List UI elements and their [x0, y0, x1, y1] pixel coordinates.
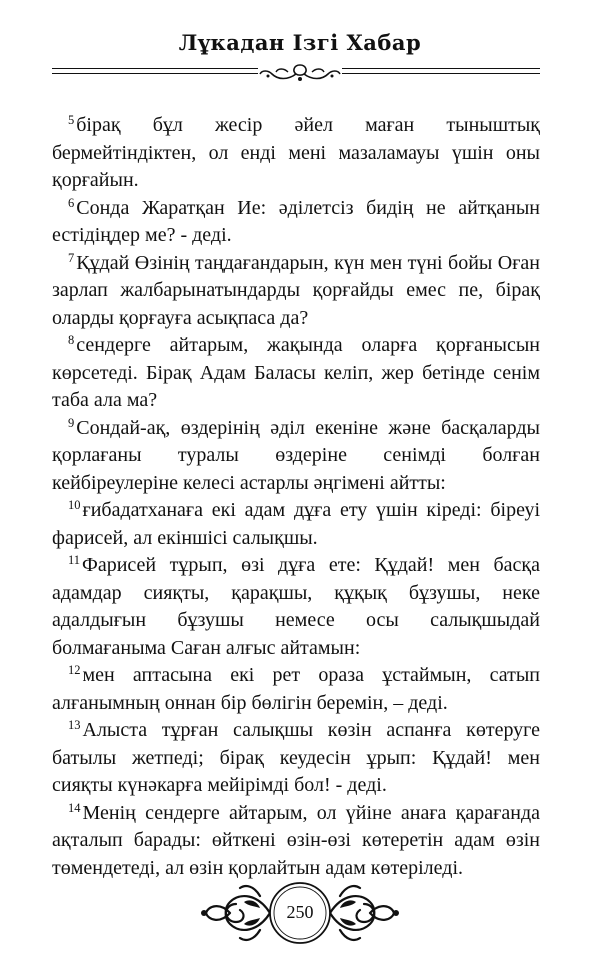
verse-number: 11 [68, 553, 81, 567]
verse-12 [52, 662, 540, 717]
verse-text: Сондай-ақ, өздерінің әділ екеніне және басқаларды қорлағаны туралы өздеріне сенімді болған кейбіреулеріне келесі астарлы әңгімені айтты: [52, 416, 540, 494]
verse-number: 6 [68, 195, 75, 210]
verse-text: сендерге айтарым, жақында оларға қорғанысын көрсетеді. Бірақ Адам Баласы келіп, жер бетінде сенім таба ала ма? [52, 334, 540, 411]
verse-text: Құдай Өзінің таңдағандарын, күн мен түні бойы Оған зарлап жалбарынатындарды қорғайды емес пе, бірақ оларды қорғауға асықпаса да? [52, 251, 540, 329]
verse-6 [52, 195, 540, 250]
verse-number: 5 [68, 113, 75, 127]
verse-number: 14 [68, 800, 81, 815]
verse-8 [52, 332, 540, 415]
verse-7 [52, 250, 540, 333]
page-header-title: Лұкадан Ізгі Хабар [178, 30, 422, 55]
verse-number: 10 [68, 498, 81, 512]
verse-number: 13 [68, 718, 81, 732]
verse-number: 7 [68, 250, 75, 265]
verse-5 [52, 112, 540, 195]
verse-number: 12 [68, 663, 81, 677]
verse-list [52, 112, 540, 882]
page-number: 250 [286, 902, 314, 922]
verse-text: бірақ бұл жесір әйел маған тыныштық бермейтіндіктен, ол енді мені мазаламауы үшін оны қорғайын. [52, 114, 540, 191]
verse-10 [52, 497, 540, 552]
verse-11 [52, 552, 540, 662]
verse-9 [52, 415, 540, 498]
verse-text: ғибадатханаға екі адам дұға ету үшін кіреді: біреуі фарисей, ал екіншісі салықшы. [52, 499, 540, 549]
verse-text: Менің сендерге айтарым, ол үйіне анаға қарағанда ақталып барады: өйткені өзін-өзі көтеретін адам өзін төмендетеді, ал өзін қорлайтын адам көтеріледі. [52, 801, 540, 879]
verse-text: мен аптасына екі рет ораза ұстаймын, сатып алғанымның оннан бір бөлігін беремін, – деді. [52, 664, 540, 714]
verse-number: 8 [68, 333, 75, 347]
header-ornament-icon [258, 62, 342, 84]
verse-14 [52, 800, 540, 883]
verse-text: Алыста тұрған салықшы көзін аспанға көтеруге батылы жетпеді; бірақ кеудесін ұрып: Құдай! мен сияқты күнәкарға мейірімді бол! - деді. [52, 719, 540, 796]
verse-text: Сонда Жаратқан Ие: әділетсіз бидің не айтқанын естідіңдер ме? - деді. [52, 196, 540, 246]
verse-number: 9 [68, 415, 75, 430]
verse-text: Фарисей тұрып, өзі дұға ете: Құдай! мен басқа адамдар сияқты, қарақшы, құқық бұзушы, неке адалдығын бұзушы немесе осы салықшыдай болмағаныма Саған алғыс айтамын: [52, 554, 540, 659]
verse-13 [52, 717, 540, 800]
